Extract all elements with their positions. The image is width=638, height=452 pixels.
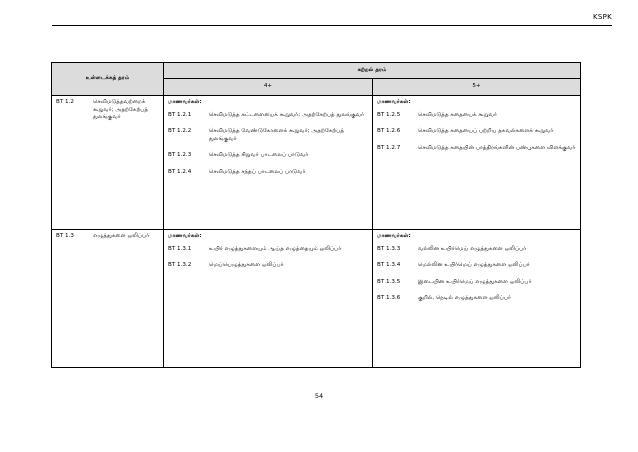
header-rule: [52, 25, 612, 26]
item-code: BT 1.2.4: [168, 168, 192, 175]
list-item: [377, 128, 576, 136]
item-code: BT 1.3.6: [377, 295, 401, 302]
list-item: [377, 295, 576, 303]
item-text: குறில், நெடில் எழுத்துகளை ஒலிப்பர்: [418, 295, 511, 302]
standard-desc: செவிமடுத்தவற்றைக் கூறுவர்; அதற்கேற்பத் துலங்குவர்: [93, 99, 149, 121]
item-text: செவிமடுத்த வேண்டுகோளைக் கூறுவர்; அதற்கேற்பத் துலங்குவர்: [209, 128, 345, 142]
students-label: மாணவர்கள்:: [168, 233, 202, 239]
list-item: [168, 246, 368, 254]
item-text: வல்லின உயிர்மெய் எழுத்துகளை ஒலிப்பர்: [418, 245, 527, 252]
item-code: BT 1.3.5: [377, 278, 401, 285]
learning-cell-age5: [373, 96, 581, 230]
item-code: BT 1.2.2: [168, 128, 192, 135]
list-item: [377, 246, 576, 254]
item-text: உயிர் எழுத்துகளையும் ஆய்த எழுத்தையும் ஒலிப்பர்: [209, 245, 342, 252]
list-item: [377, 112, 576, 120]
col-header-age5: 5+: [373, 79, 581, 96]
item-code: BT 1.2.1: [168, 111, 192, 118]
curriculum-table: [51, 62, 581, 368]
page-number: 54: [314, 392, 324, 400]
col-header-age4: 4+: [164, 79, 373, 96]
learning-cell-age5: [373, 230, 581, 368]
item-code: BT 1.2.6: [377, 128, 401, 135]
students-label: மாணவர்கள்:: [377, 99, 411, 105]
item-code: BT 1.2.7: [377, 144, 401, 151]
list-item: [377, 145, 576, 153]
col-header-standard: உள்ளடக்கத் தரம்: [52, 63, 164, 96]
list-item: [377, 279, 576, 287]
list-item: [377, 262, 576, 270]
item-text: செவிமடுத்த கட்டளையைக் கூறுவர்; அதற்கேற்பத் துலங்குவர்: [209, 111, 365, 118]
item-text: மெய்யெழுத்துகளை ஒலிப்பர்: [209, 262, 284, 269]
content-standard-cell: [52, 96, 164, 230]
list-item: [168, 152, 368, 160]
item-code: BT 1.3.4: [377, 262, 401, 269]
item-text: இடையின உயிர்மெய் எழுத்துகளை ஒலிப்பர்: [418, 278, 532, 285]
list-item: [168, 262, 368, 270]
students-label: மாணவர்கள்:: [377, 233, 411, 239]
item-text: மெல்லின உயிர்மெய் எழுத்துகளை ஒலிப்பர்: [418, 262, 530, 269]
header-label: KSPK: [592, 13, 612, 21]
col-header-learning: கற்றல் தரம்: [164, 63, 581, 79]
item-text: செவிமடுத்த கதையைக் கூறுவர்: [418, 111, 497, 118]
standard-code: BT 1.2: [56, 99, 74, 105]
item-text: செவிமடுத்த சந்தப் பாடலைப் பாடுவர்: [209, 168, 306, 175]
item-code: BT 1.2.5: [377, 111, 401, 118]
item-code: BT 1.3.1: [168, 245, 192, 252]
content-standard-cell: [52, 230, 164, 368]
standard-code: BT 1.3: [56, 233, 74, 239]
item-text: செவிமடுத்த கதையின் பாத்திரங்களின் பண்புகளை விளக்குவர்: [418, 144, 576, 151]
learning-cell-age4: [164, 96, 373, 230]
item-text: செவிமடுத்த கதையைப் பற்றிய தகவல்களைக் கூறுவர்: [418, 128, 554, 135]
students-label: மாணவர்கள்:: [168, 99, 202, 105]
list-item: [168, 169, 368, 177]
list-item: [168, 112, 368, 120]
standard-desc: எழுத்துகளை ஒலிப்பர்: [93, 233, 150, 239]
item-code: BT 1.3.2: [168, 262, 192, 269]
item-text: செவிமடுத்த சிறுவர் பாடலைப் பாடுவர்: [209, 152, 309, 159]
table-row: [52, 230, 581, 368]
item-code: BT 1.2.3: [168, 152, 192, 159]
item-code: BT 1.3.3: [377, 245, 401, 252]
table-row: [52, 96, 581, 230]
learning-cell-age4: [164, 230, 373, 368]
list-item: [168, 128, 368, 143]
